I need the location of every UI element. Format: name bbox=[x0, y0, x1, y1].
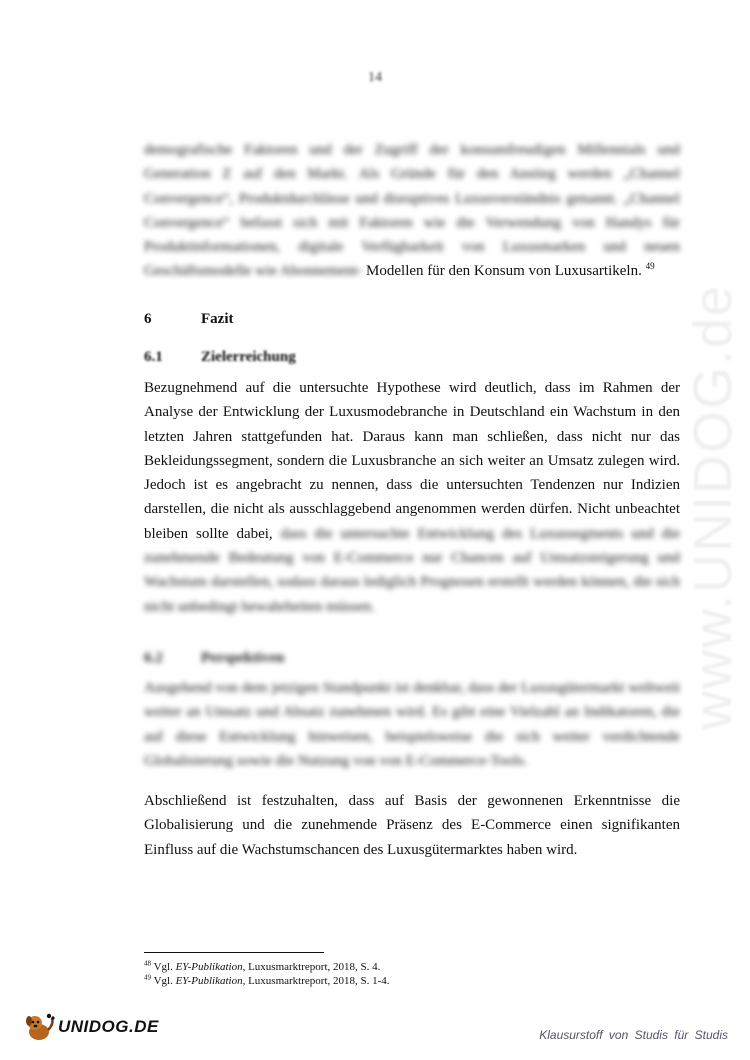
footnote-prefix: Vgl. bbox=[153, 975, 173, 987]
intro-blurred-text: demografische Faktoren und der Zugriff der konsumfreudigen Millennials und Generation Z auf den Markt. Als Gründe für den Anstieg werden „Channel Convergence“, Produktdurchlässe und disruptives Luxusverständnis genannt. „Channel Convergence“ befasst sich mit Faktoren wie die Verwendung von Handys für Produktinformationen, digitale Verfügbarkeit von Luxusmarken und neuen Geschäftsmodelle wie Abonnement- bbox=[144, 142, 680, 280]
page-body bbox=[144, 138, 680, 858]
section-heading-perspektiven bbox=[144, 646, 284, 670]
footnote-rest: , Luxusmarktreport, 2018, S. 1-4. bbox=[242, 975, 390, 987]
footnote-rest: , Luxusmarktreport, 2018, S. 4. bbox=[242, 961, 381, 973]
section-heading-fazit bbox=[144, 307, 233, 331]
section-title: Fazit bbox=[201, 311, 234, 327]
footnote-number: 48 bbox=[144, 959, 151, 968]
zielerreichung-paragraph bbox=[144, 376, 680, 619]
watermark: www.UNIDOG.de bbox=[683, 283, 743, 730]
footnote-divider bbox=[144, 952, 324, 953]
section-number: 6 bbox=[144, 311, 152, 327]
intro-visible-text: Modellen für den Konsum von Luxusartikeln. bbox=[366, 263, 642, 280]
footnote-reference[interactable]: 49 bbox=[645, 261, 655, 272]
intro-paragraph bbox=[144, 138, 680, 284]
tagline: Klausurstoff von Studis für Studis bbox=[539, 1028, 728, 1042]
closing-paragraph: Abschließend ist festzuhalten, dass auf Basis der gewonnenen Erkenntnisse die Globalisierung und die zunehmende Präsenz des E-Commerce einen signifikanten Einfluss auf die Wachstumschancen des Luxusgütermarktes haben wird. bbox=[144, 793, 680, 858]
footnote-source: EY-Publikation bbox=[175, 975, 243, 987]
footnotes bbox=[144, 960, 390, 988]
zielerreichung-blurred-text: dass die untersuchte Entwicklung des Luxussegments und die zunehmende Bedeutung von E-Commerce nur Chancen auf Umsatzsteigerung und Wachstum darstellen, sodass daraus lediglich Prognosen erstellt werden können, die sich nicht unbedingt bewahrheiten müssen. bbox=[144, 525, 680, 615]
section-number: 6.2 bbox=[144, 650, 163, 666]
section-number: 6.1 bbox=[144, 349, 163, 365]
footnote-prefix: Vgl. bbox=[153, 961, 173, 973]
dog-mascot-icon bbox=[24, 1012, 56, 1042]
footnote-number: 49 bbox=[144, 973, 151, 982]
zielerreichung-visible-text: Bezugnehmend auf die untersuchte Hypothese wird deutlich, dass im Rahmen der Analyse der Entwicklung der Luxusmodebranche in Deutschland ein Wachstum in den letzten Jahren stattgefunden hat. Daraus kann man schließen, dass nicht nur das Bekleidungssegment, sondern die Luxusbranche an sich weiter an Umsatz zulegen wird. Jedoch ist es angebracht zu nennen, dass die untersuchten Tendenzen nur Indizien darstellen, die nicht als ausschlaggebend angenommen werden dürfen. Nicht unbeachtet bleiben sollte dabei, bbox=[144, 380, 680, 542]
perspektiven-paragraph: Ausgehend von dem jetzigen Standpunkt ist denkbar, dass der Luxusgütermarkt weltweit weiter an Umsatz und Absatz zunehmen wird. Es gibt eine Vielzahl an Indikatoren, die auf diese Entwicklung hinweisen, beispielsweise die sich weiter verdichtende Globalisierung sowie die Nutzung von von E-Commerce-Tools. bbox=[144, 680, 680, 769]
footnote-source: EY-Publikation bbox=[175, 961, 243, 973]
footnote-49 bbox=[144, 974, 390, 988]
page-number: 14 bbox=[368, 70, 382, 85]
section-title: Perspektiven bbox=[201, 650, 285, 666]
unidog-logo[interactable] bbox=[24, 1012, 159, 1042]
section-title: Zielerreichung bbox=[201, 349, 296, 365]
section-heading-zielerreichung bbox=[144, 345, 296, 369]
footnote-48 bbox=[144, 960, 390, 974]
logo-text: UNIDOG.DE bbox=[58, 1017, 159, 1036]
